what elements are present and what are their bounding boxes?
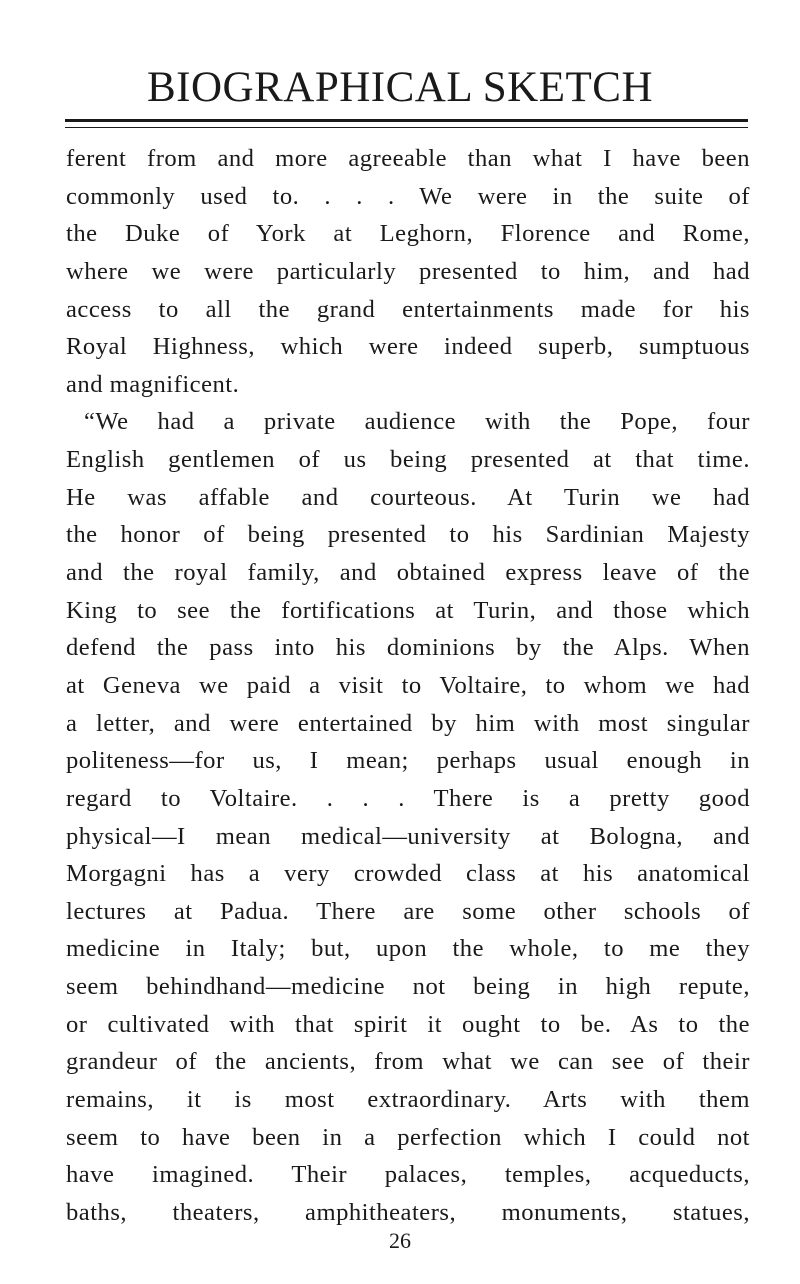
text-line: a letter, and were entertained by him with most singular [66,709,750,737]
text-line: King to see the fortifications at Turin, and those which [66,596,750,624]
text-line: defend the pass into his dominions by the Alps. When [66,634,750,662]
text-line: seem to have been in a perfection which I could not [66,1123,750,1151]
text-line: at Geneva we paid a visit to Voltaire, to whom we had [66,671,750,699]
text-line: lectures at Padua. There are some other schools of [66,897,750,925]
text-line: the Duke of York at Leghorn, Florence and Rome, [66,220,750,248]
text-line: or cultivated with that spirit it ought to be. As to the [66,1010,750,1038]
text-line: regard to Voltaire. . . . There is a pretty good [66,784,750,812]
text-line: remains, it is most extraordinary. Arts with them [66,1086,750,1114]
paragraph-end-line: and magnificent. [66,370,240,398]
text-line: grandeur of the ancients, from what we can see of their [66,1048,750,1076]
text-line: medicine in Italy; but, upon the whole, to me they [66,935,750,963]
text-line: Royal Highness, which were indeed superb, sumptuous [66,333,750,361]
running-head: BIOGRAPHICAL SKETCH [146,64,653,111]
text-line: access to all the grand entertainments made for his [66,295,750,323]
text-line: He was affable and courteous. At Turin we had [66,483,750,511]
text-line: the honor of being presented to his Sardinian Majesty [66,521,750,549]
text-line: English gentlemen of us being presented at that time. [66,446,750,474]
text-line: ferent from and more agreeable than what I have been [66,145,750,172]
text-line: commonly used to. . . . We were in the suite of [66,182,750,210]
header-rule-thick [65,119,748,122]
header-rule-thin [65,127,748,128]
page-number: 26 [389,1228,411,1253]
text-line: baths, theaters, amphitheaters, monuments, statues, [66,1198,750,1226]
text-line: physical—I mean medical—university at Bologna, and [66,822,750,850]
text-line: seem behindhand—medicine not being in high repute, [66,973,750,1001]
text-line: and the royal family, and obtained express leave of the [66,559,750,587]
text-line: politeness—for us, I mean; perhaps usual enough in [66,747,750,775]
paragraph-start-line: “We had a private audience with the Pope, four [84,408,750,436]
body-text [66,140,750,1232]
text-line: have imagined. Their palaces, temples, acqueducts, [66,1161,750,1189]
text-line: Morgagni has a very crowded class at his anatomical [66,860,750,888]
text-line: where we were particularly presented to him, and had [66,257,750,285]
